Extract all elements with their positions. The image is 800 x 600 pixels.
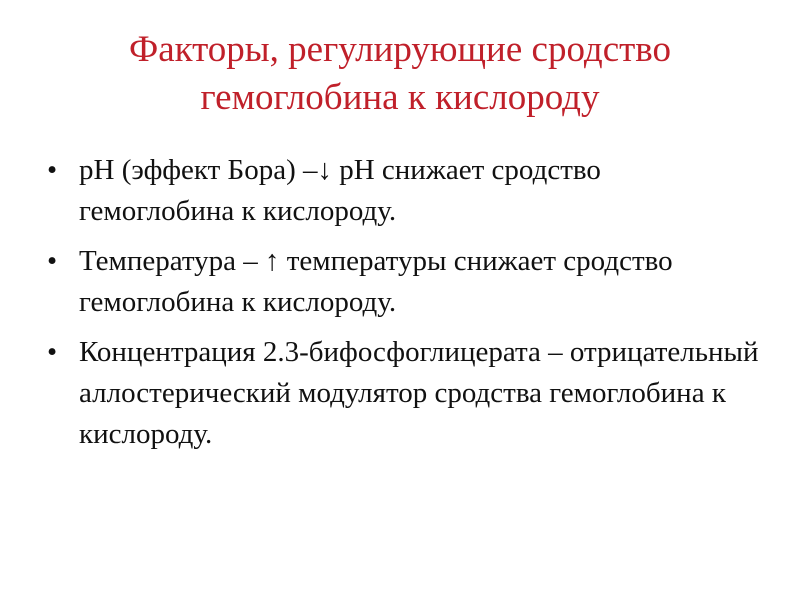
bullet-text-temperature: Температура – ↑ температуры снижает сродство гемоглобина к кислороду. [79, 245, 673, 318]
slide-title-line-1: Факторы, регулирующие сродство [128, 29, 672, 70]
bullet-item-bpg [44, 332, 760, 455]
bullet-icon: • [47, 336, 58, 368]
bullet-icon: • [47, 154, 58, 186]
bullet-icon: • [47, 245, 58, 277]
slide-title-line-2: гемоглобина к кислороду [200, 77, 600, 118]
bullet-list [44, 150, 760, 464]
slide-title [40, 26, 760, 122]
bullet-text-bpg: Концентрация 2.3-бифосфоглицерата – отрицательный аллостерический модулятор сродства гемоглобина к кислороду. [79, 336, 759, 450]
bullet-item-ph [44, 150, 760, 232]
bullet-item-temperature [44, 241, 760, 323]
bullet-text-ph: pH (эффект Бора) –↓ pH снижает сродство гемоглобина к кислороду. [79, 154, 601, 227]
